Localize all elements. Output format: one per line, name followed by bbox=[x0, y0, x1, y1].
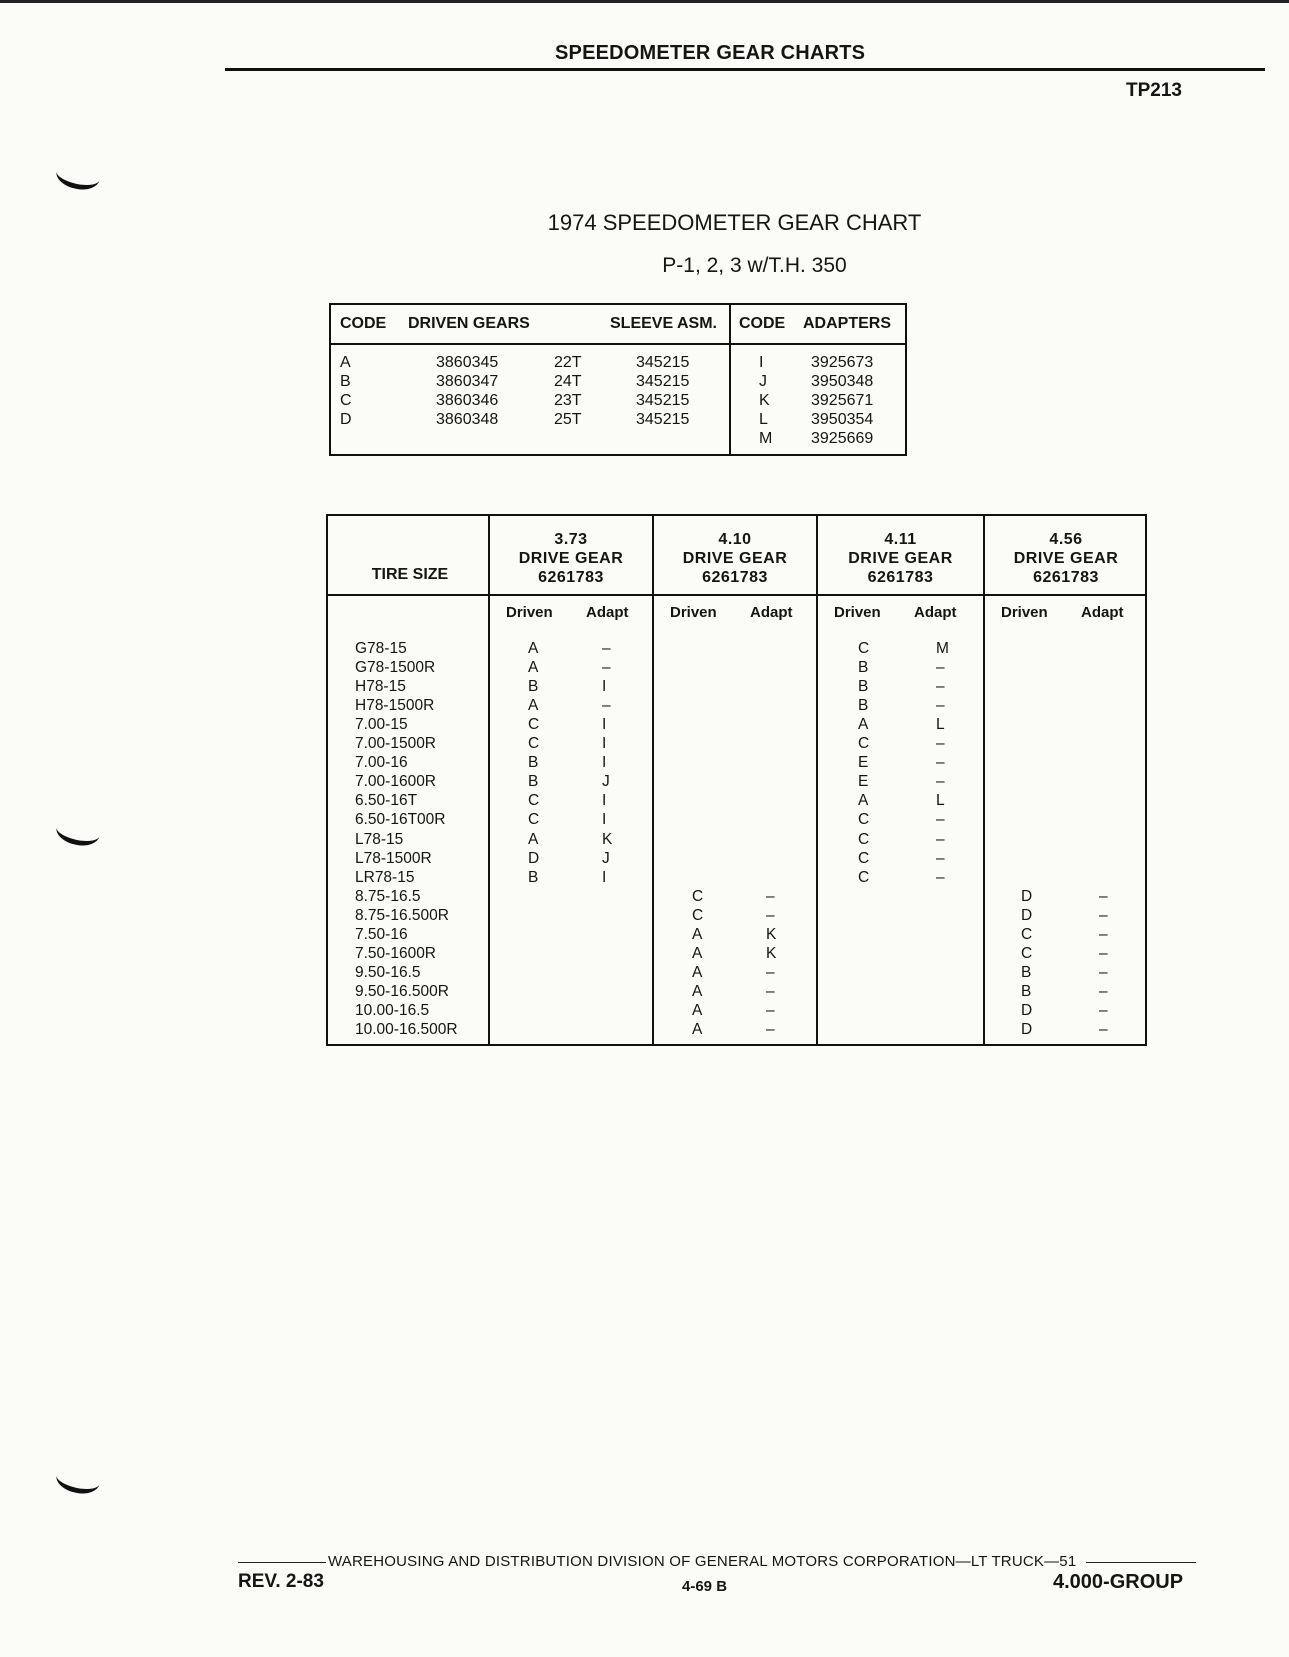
adapt-subheader: Adapt bbox=[1081, 604, 1124, 621]
tire-size: 7.00-16 bbox=[355, 754, 408, 772]
adapt-code-cell: I bbox=[602, 754, 607, 772]
driven-code-cell: D bbox=[1021, 1001, 1033, 1019]
driven-part-number: 3860346 bbox=[436, 392, 499, 409]
driven-code: A bbox=[340, 354, 351, 371]
tire-size: 8.75-16.5 bbox=[355, 887, 421, 905]
drive-gear-header bbox=[985, 530, 1147, 587]
drive-gear-ratio: 3.73 bbox=[554, 531, 588, 548]
tire-size: 9.50-16.500R bbox=[355, 982, 449, 1000]
driven-code: D bbox=[340, 411, 352, 428]
driven-code-cell: E bbox=[858, 773, 869, 791]
adapt-subheader: Adapt bbox=[586, 604, 629, 621]
tire-size: L78-15 bbox=[355, 830, 404, 848]
tire-size: 10.00-16.500R bbox=[355, 1021, 458, 1038]
adapt-code-cell: – bbox=[1099, 944, 1108, 962]
drive-gear-part: 6261783 bbox=[867, 569, 934, 586]
driven-code: C bbox=[340, 392, 352, 409]
driven-code-cell: A bbox=[858, 716, 869, 734]
adapt-code-cell: L bbox=[936, 716, 945, 734]
adapt-code-cell: – bbox=[1099, 906, 1108, 924]
driven-code-cell: B bbox=[858, 659, 869, 677]
page-number: 4-69 B bbox=[682, 1578, 728, 1595]
adapt-code-cell: K bbox=[602, 830, 613, 848]
binder-hole-mark bbox=[54, 814, 103, 850]
tire-size-gear-table bbox=[326, 514, 1147, 1046]
driven-code-cell: C bbox=[858, 849, 870, 867]
driven-code-cell: A bbox=[528, 697, 539, 715]
adapt-code-cell: – bbox=[766, 1001, 775, 1019]
adapt-code-cell: K bbox=[766, 944, 777, 962]
adapt-code-cell: I bbox=[602, 716, 607, 734]
footer-corporation-line: WAREHOUSING AND DISTRIBUTION DIVISION OF GENERAL MOTORS CORPORATION—LT TRUCK—51 bbox=[328, 1553, 1077, 1570]
adapt-code-cell: I bbox=[602, 678, 607, 696]
sleeve-part-number: 345215 bbox=[636, 354, 690, 371]
driven-part-number: 3860345 bbox=[436, 354, 499, 371]
binder-hole-mark bbox=[54, 158, 103, 194]
adapt-code-cell: – bbox=[602, 640, 611, 657]
drive-gear-ratio: 4.56 bbox=[1049, 531, 1083, 548]
tire-size: 9.50-16.5 bbox=[355, 963, 421, 981]
driven-code-cell: A bbox=[692, 1001, 703, 1019]
driven-teeth: 24T bbox=[554, 373, 582, 390]
sleeve-header: SLEEVE ASM. bbox=[610, 315, 717, 332]
driven-code-cell: D bbox=[528, 849, 540, 867]
adapt-code-cell: I bbox=[602, 811, 607, 829]
driven-code-cell: C bbox=[858, 830, 870, 848]
sleeve-part-number: 345215 bbox=[636, 392, 690, 409]
page-header-title: SPEEDOMETER GEAR CHARTS bbox=[555, 42, 866, 64]
driven-code-cell: B bbox=[528, 773, 539, 791]
adapt-code-cell: – bbox=[1099, 887, 1108, 905]
driven-subheader: Driven bbox=[1001, 604, 1048, 621]
adapt-code-cell: – bbox=[936, 773, 945, 791]
adapt-code-cell: – bbox=[766, 887, 775, 905]
adapt-code-cell: – bbox=[602, 697, 611, 715]
driven-code-cell: C bbox=[858, 735, 870, 753]
driven-code-cell: B bbox=[1021, 963, 1032, 981]
adapt-code-cell: I bbox=[602, 735, 607, 753]
adapt-code-cell: L bbox=[936, 792, 945, 810]
tire-size: 7.00-15 bbox=[355, 716, 408, 734]
adapt-code-cell: – bbox=[1099, 925, 1108, 943]
adapt-code-cell: – bbox=[936, 735, 945, 753]
tire-size: 7.00-1600R bbox=[355, 773, 437, 791]
driven-code-cell: C bbox=[528, 716, 540, 734]
tire-size: H78-15 bbox=[355, 678, 406, 696]
driven-part-number: 3860348 bbox=[436, 411, 499, 428]
chart-title: 1974 SPEEDOMETER GEAR CHART bbox=[547, 210, 922, 235]
code-header: CODE bbox=[340, 315, 387, 332]
drive-gear-header bbox=[490, 530, 652, 587]
driven-code-cell: B bbox=[858, 697, 869, 715]
driven-code-cell: C bbox=[858, 640, 870, 657]
adapter-code-header: CODE bbox=[739, 315, 786, 332]
adapt-code-cell: J bbox=[602, 773, 610, 791]
driven-code-cell: C bbox=[858, 811, 870, 829]
adapt-code-cell: – bbox=[936, 849, 945, 867]
adapter-code: J bbox=[759, 373, 767, 390]
tire-size: 7.50-16 bbox=[355, 925, 408, 943]
drive-gear-part: 6261783 bbox=[702, 569, 768, 586]
driven-code-cell: C bbox=[692, 887, 704, 905]
tire-size: 10.00-16.5 bbox=[355, 1001, 430, 1019]
driven-teeth: 25T bbox=[554, 411, 582, 428]
header-rule bbox=[225, 68, 1265, 71]
drive-gear-header bbox=[818, 530, 983, 587]
drive-gear-header bbox=[654, 530, 816, 587]
driven-code-cell: A bbox=[692, 944, 703, 962]
driven-gears-header: DRIVEN GEARS bbox=[408, 315, 530, 332]
driven-code-cell: C bbox=[858, 868, 870, 886]
drive-gear-ratio: 4.10 bbox=[718, 531, 752, 548]
binder-hole-mark bbox=[54, 1462, 103, 1498]
drive-gear-part: 6261783 bbox=[1033, 569, 1099, 586]
chart-subtitle: P-1, 2, 3 w/T.H. 350 bbox=[662, 254, 847, 277]
adapt-code-cell: – bbox=[602, 659, 611, 677]
adapter-part-number: 3925671 bbox=[811, 392, 874, 409]
driven-teeth: 23T bbox=[554, 392, 582, 409]
tire-size: 7.00-1500R bbox=[355, 735, 437, 753]
adapt-code-cell: – bbox=[936, 754, 945, 772]
adapter-part-number: 3925673 bbox=[811, 354, 874, 371]
drive-gear-part: 6261783 bbox=[538, 569, 604, 586]
adapt-code-cell: – bbox=[936, 659, 945, 677]
header-divider bbox=[331, 343, 905, 345]
driven-code-cell: A bbox=[858, 792, 869, 810]
adapters-header: ADAPTERS bbox=[803, 315, 892, 332]
adapt-code-cell: I bbox=[602, 792, 607, 810]
tire-size: 7.50-1600R bbox=[355, 944, 437, 962]
driven-code: B bbox=[340, 373, 351, 390]
driven-teeth: 22T bbox=[554, 354, 582, 371]
adapt-code-cell: – bbox=[936, 697, 945, 715]
adapter-code: L bbox=[759, 411, 768, 428]
driven-code-cell: A bbox=[692, 1021, 703, 1038]
driven-code-cell: A bbox=[528, 830, 539, 848]
column-divider bbox=[729, 305, 731, 454]
driven-code-cell: D bbox=[1021, 1021, 1033, 1038]
driven-code-cell: A bbox=[692, 963, 703, 981]
adapt-code-cell: – bbox=[936, 811, 945, 829]
sleeve-part-number: 345215 bbox=[636, 373, 690, 390]
adapt-code-cell: – bbox=[1099, 1001, 1108, 1019]
driven-code-cell: B bbox=[528, 678, 539, 696]
driven-code-cell: A bbox=[528, 659, 539, 677]
drive-gear-label: DRIVE GEAR bbox=[682, 550, 788, 567]
tire-size: G78-1500R bbox=[355, 659, 436, 677]
drive-gear-label: DRIVE GEAR bbox=[1013, 550, 1119, 567]
adapt-subheader: Adapt bbox=[914, 604, 957, 621]
driven-code-cell: A bbox=[528, 640, 539, 657]
adapter-code: K bbox=[759, 392, 770, 409]
header-divider bbox=[328, 594, 1145, 596]
driven-code-cell: B bbox=[528, 754, 539, 772]
adapt-code-cell: – bbox=[766, 982, 775, 1000]
adapt-code-cell: – bbox=[766, 1021, 775, 1038]
tire-size: L78-1500R bbox=[355, 849, 432, 867]
driven-code-cell: C bbox=[1021, 944, 1033, 962]
adapt-code-cell: – bbox=[936, 830, 945, 848]
footer-rule-right bbox=[1086, 1562, 1196, 1563]
adapter-part-number: 3925669 bbox=[811, 430, 874, 447]
sleeve-part-number: 345215 bbox=[636, 411, 690, 428]
driven-code-cell: B bbox=[528, 868, 539, 886]
adapt-code-cell: – bbox=[1099, 982, 1108, 1000]
adapt-code-cell: – bbox=[1099, 963, 1108, 981]
adapt-code-cell: K bbox=[766, 925, 777, 943]
page-code: TP213 bbox=[1126, 80, 1182, 101]
driven-code-cell: D bbox=[1021, 887, 1033, 905]
driven-subheader: Driven bbox=[506, 604, 553, 621]
tire-size-header: TIRE SIZE bbox=[371, 566, 449, 583]
footer-rule-left bbox=[238, 1562, 326, 1563]
driven-code-cell: C bbox=[528, 792, 540, 810]
driven-code-cell: D bbox=[1021, 906, 1033, 924]
driven-code-cell: C bbox=[692, 906, 704, 924]
adapter-code: I bbox=[759, 354, 764, 371]
drive-gear-label: DRIVE GEAR bbox=[518, 550, 624, 567]
adapt-code-cell: – bbox=[1099, 1021, 1108, 1038]
tire-size: 8.75-16.500R bbox=[355, 906, 449, 924]
adapt-code-cell: – bbox=[766, 963, 775, 981]
revision-label: REV. 2-83 bbox=[238, 1571, 324, 1592]
adapter-code: M bbox=[759, 430, 773, 447]
driven-code-cell: A bbox=[692, 925, 703, 943]
adapt-code-cell: – bbox=[936, 678, 945, 696]
driven-subheader: Driven bbox=[834, 604, 881, 621]
adapt-code-cell: M bbox=[936, 640, 949, 657]
drive-gear-ratio: 4.11 bbox=[884, 531, 917, 548]
adapt-subheader: Adapt bbox=[750, 604, 793, 621]
driven-code-cell: A bbox=[692, 982, 703, 1000]
tire-size: LR78-15 bbox=[355, 868, 415, 886]
driven-code-cell: C bbox=[1021, 925, 1033, 943]
top-edge-rule bbox=[0, 0, 1289, 3]
gear-code-table bbox=[329, 303, 907, 456]
drive-gear-label: DRIVE GEAR bbox=[848, 550, 953, 567]
tire-size: G78-15 bbox=[355, 640, 407, 657]
driven-part-number: 3860347 bbox=[436, 373, 499, 390]
driven-code-cell: B bbox=[858, 678, 869, 696]
driven-subheader: Driven bbox=[670, 604, 717, 621]
tire-size: H78-1500R bbox=[355, 697, 435, 715]
driven-code-cell: B bbox=[1021, 982, 1032, 1000]
adapter-part-number: 3950348 bbox=[811, 373, 874, 390]
adapt-code-cell: I bbox=[602, 868, 607, 886]
adapt-code-cell: – bbox=[936, 868, 945, 886]
tire-size: 6.50-16T00R bbox=[355, 811, 446, 829]
group-number: 4.000-GROUP bbox=[1053, 1571, 1184, 1593]
adapter-part-number: 3950354 bbox=[811, 411, 874, 428]
driven-code-cell: C bbox=[528, 811, 540, 829]
driven-code-cell: C bbox=[528, 735, 540, 753]
tire-size: 6.50-16T bbox=[355, 792, 418, 810]
driven-code-cell: E bbox=[858, 754, 869, 772]
adapt-code-cell: – bbox=[766, 906, 775, 924]
adapt-code-cell: J bbox=[602, 849, 610, 867]
